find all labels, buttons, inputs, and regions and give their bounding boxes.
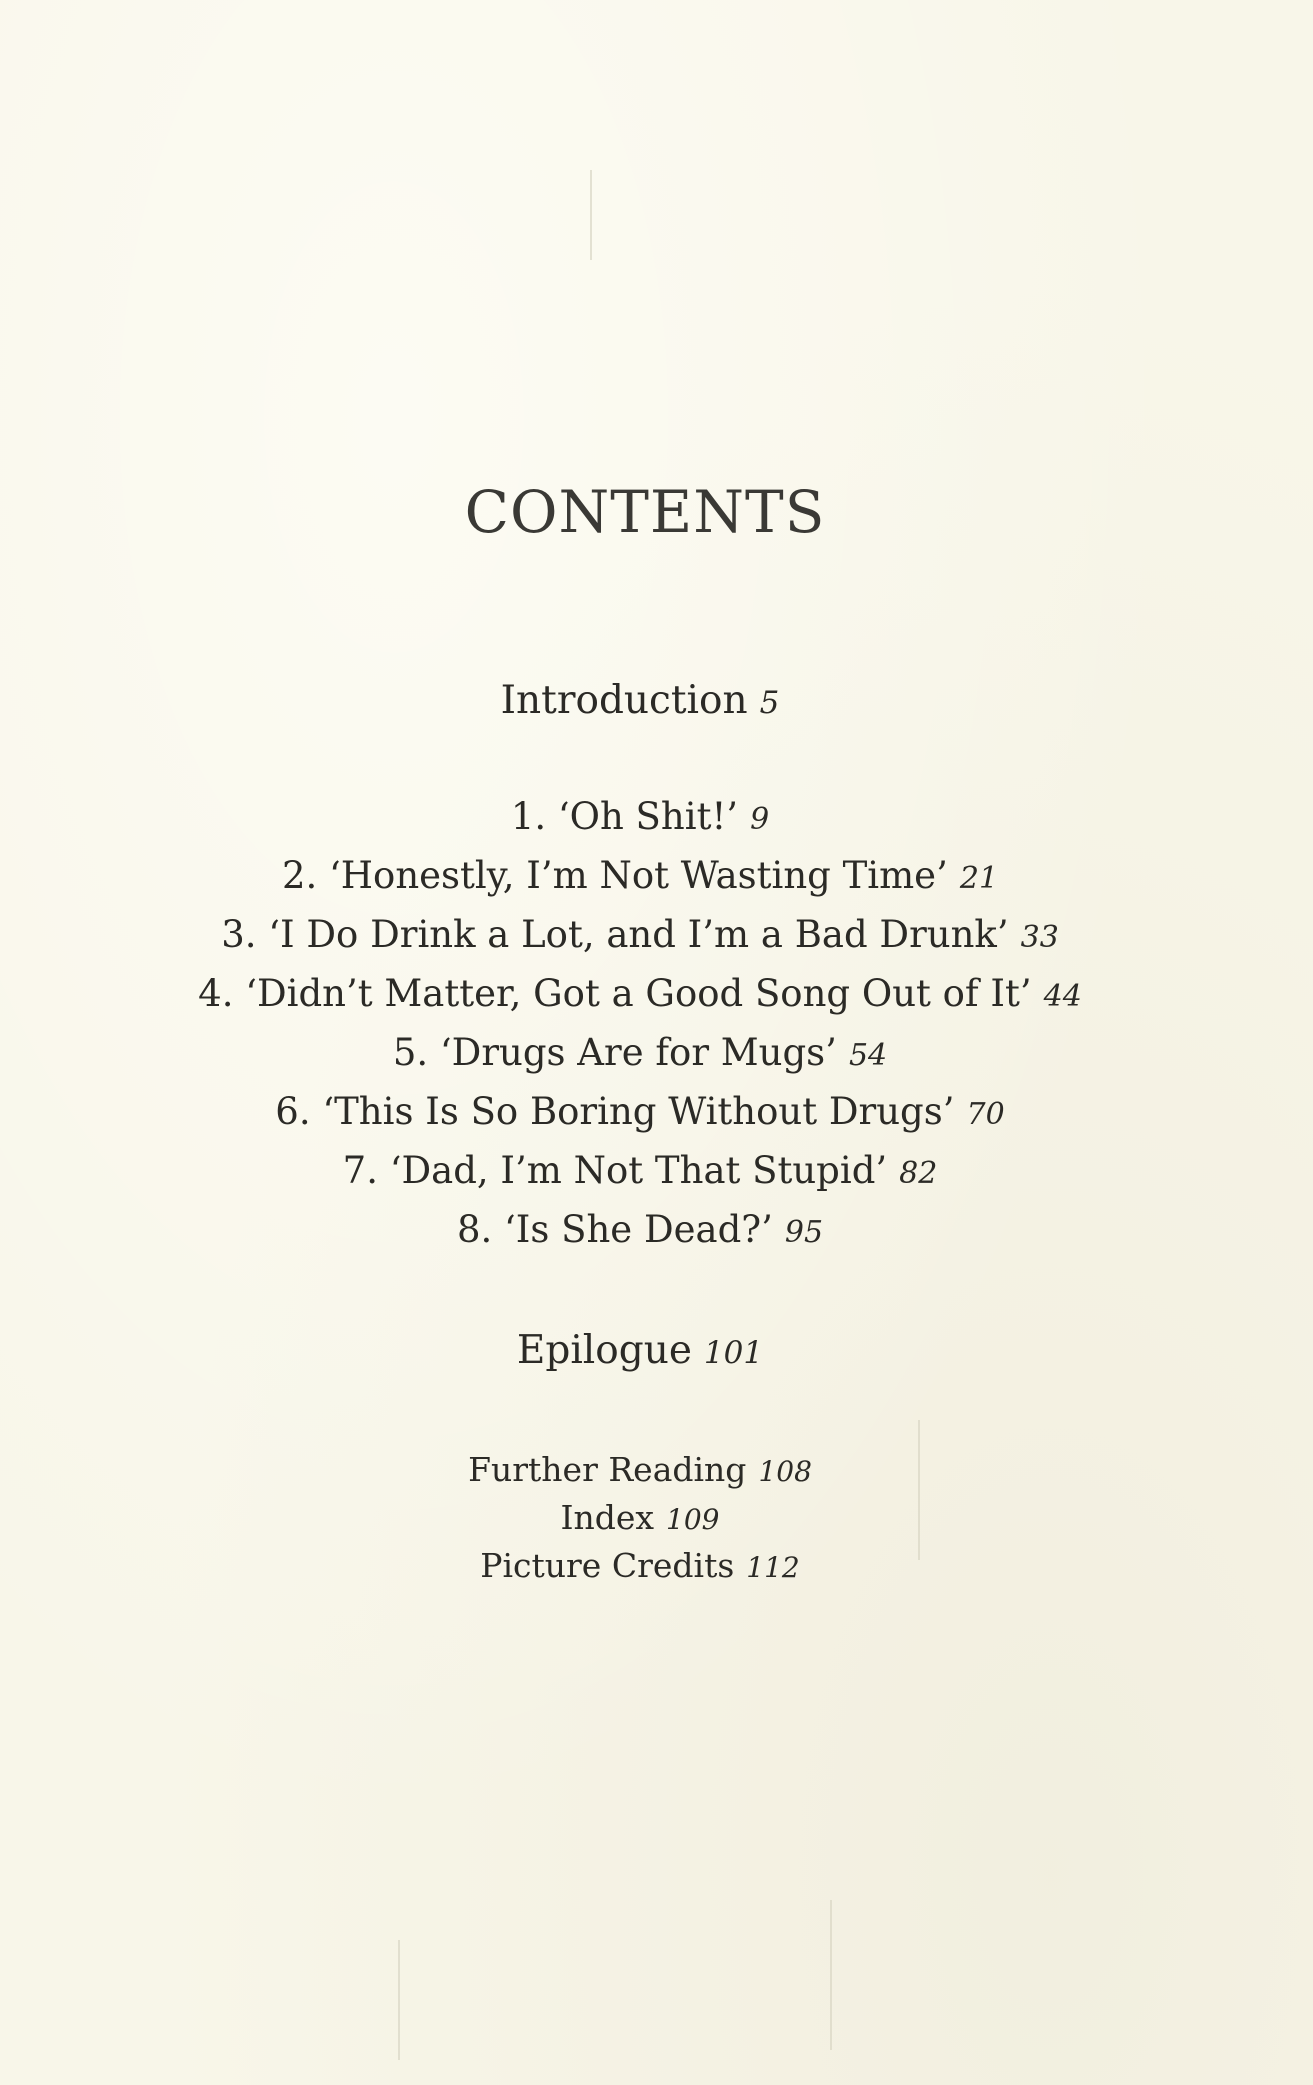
page-title: CONTENTS [464, 478, 826, 546]
toc-entry-introduction [0, 678, 1280, 723]
toc-entry-title: 6. ‘This Is So Boring Without Drugs’ [275, 1090, 955, 1133]
toc-entry-chapter [0, 1208, 1280, 1251]
toc-entry-page: 112 [746, 1551, 800, 1584]
toc-entry-page: 101 [703, 1335, 764, 1371]
toc-entry-title: 7. ‘Dad, I’m Not That Stupid’ [342, 1149, 888, 1192]
scan-mark [590, 170, 592, 260]
toc-entry-chapter [0, 1031, 1280, 1074]
toc-entry-title: Picture Credits [480, 1546, 735, 1585]
toc-entry-page: 33 [1020, 920, 1059, 955]
toc-entry-title: 1. ‘Oh Shit!’ [510, 795, 739, 838]
toc-entry-page: 82 [899, 1156, 938, 1191]
toc-entry-title: 3. ‘I Do Drink a Lot, and I’m a Bad Drunk’ [221, 913, 1009, 956]
toc-entry-chapter [0, 972, 1280, 1015]
scan-mark [918, 1420, 920, 1560]
toc-entry-page: 5 [759, 685, 780, 721]
toc-entry-index [0, 1498, 1280, 1537]
toc-entry-picture-credits [0, 1546, 1280, 1585]
toc-entry-title: 5. ‘Drugs Are for Mugs’ [392, 1031, 837, 1074]
toc-entry-chapter [0, 795, 1280, 838]
toc-entry-chapter [0, 854, 1280, 897]
toc-entry-page: 109 [666, 1503, 720, 1536]
toc-entry-title: 8. ‘Is She Dead?’ [456, 1208, 773, 1251]
toc-entry-title: Further Reading [468, 1450, 747, 1489]
toc-entry-page: 108 [758, 1455, 812, 1488]
toc-entry-chapter [0, 913, 1280, 956]
scan-mark [398, 1940, 400, 2060]
toc-entry-page: 54 [848, 1038, 888, 1073]
toc-entry-further-reading [0, 1450, 1280, 1489]
toc-entry-epilogue [0, 1328, 1280, 1373]
toc-entry-title: 4. ‘Didn’t Matter, Got a Good Song Out of It’ [198, 972, 1032, 1015]
toc-entry-page: 95 [784, 1215, 824, 1250]
toc-entry-title: 2. ‘Honestly, I’m Not Wasting Time’ [281, 854, 948, 897]
toc-entry-page: 70 [966, 1097, 1005, 1132]
toc-entry-title: Index [560, 1498, 655, 1537]
toc-entry-page: 44 [1043, 979, 1082, 1014]
toc-entry-chapter [0, 1090, 1280, 1133]
toc-entry-title: Epilogue [516, 1328, 692, 1373]
toc-entry-chapter [0, 1149, 1280, 1192]
scan-mark [830, 1900, 832, 2050]
toc-entry-page: 21 [959, 861, 999, 896]
toc-entry-page: 9 [750, 802, 770, 837]
toc-entry-title: Introduction [500, 678, 748, 723]
